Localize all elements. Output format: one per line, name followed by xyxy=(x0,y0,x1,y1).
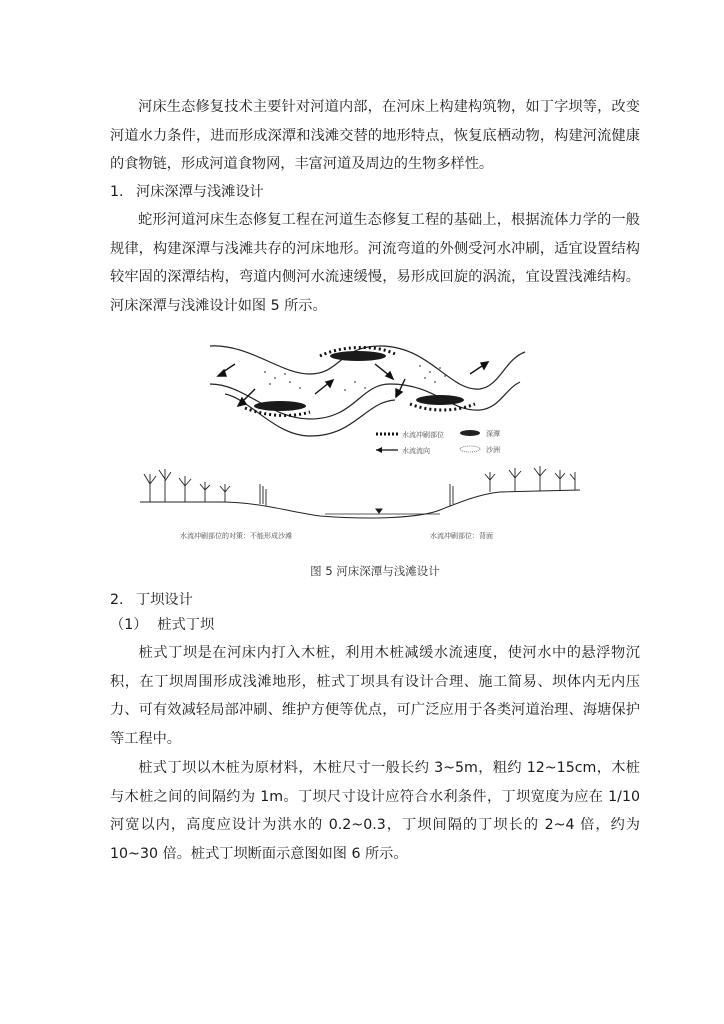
subsection1-title: 桩式丁坝 xyxy=(157,617,215,633)
section1-title: 河床深潭与浅滩设计 xyxy=(136,184,264,200)
vegetation-right xyxy=(450,466,575,506)
section1-paragraph xyxy=(110,206,640,320)
legend-erosion-label: 水流冲刷部位 xyxy=(402,431,444,439)
river-cross-section xyxy=(140,490,580,518)
legend-flow-label: 水流流向 xyxy=(402,447,430,455)
legend-shoal-icon xyxy=(460,446,480,452)
section1-heading xyxy=(110,180,264,204)
figure-legend xyxy=(376,429,500,455)
cross-section-left-label: 水流冲刷部位的对策：不能形成沙滩 xyxy=(180,532,292,540)
subsection1-number: （1） xyxy=(110,617,148,633)
legend-shoal-label: 沙洲 xyxy=(486,446,500,454)
figure-river-pool-shoal xyxy=(140,334,580,554)
pile-groin-paragraph-1 xyxy=(110,639,640,753)
intro-paragraph xyxy=(110,93,640,179)
section2-title: 丁坝设计 xyxy=(136,592,193,608)
section2-number: 2. xyxy=(110,592,124,608)
intro-text: 河床生态修复技术主要针对河道内部，在河床上构建构筑物，如丁字坝等，改变河道水力条件，进而形成深潭和浅滩交替的地形特点，恢复底栖动物，构建河流健康的食物链，形成河道食物网，丰富河道及周边的生物多样性。 xyxy=(110,99,640,173)
figure-caption: 图 5 河床深潭与浅滩设计 xyxy=(310,564,440,578)
para4-text: 桩式丁坝以木桩为原材料，木桩尺寸一般长约 3~5m，粗约 12~15cm，木桩与木桩之间的间隔约为 1m。丁坝尺寸设计应符合水利条件，丁坝宽度为应在 1/10 河宽以内，高度应设计为洪水的 0.2~0.3，丁坝间隔的丁坝长的 2~4 倍，约为 10~30 倍。桩式丁坝断面示意图如图 6 所示。 xyxy=(110,760,640,862)
cross-section-right-label: 水流冲刷部位：背面 xyxy=(430,532,493,540)
subsection1-heading xyxy=(110,613,214,637)
section1-text: 蛇形河道河床生态修复工程在河道生态修复工程的基础上，根据流体力学的一般规律，构建深潭与浅滩共存的河床地形。河流弯道的外侧受河水冲刷，适宜设置结构较牢固的深潭结构，弯道内侧河水流速缓慢，易形成回旋的涡流，宜设置浅滩结构。河床深潭与浅滩设计如图 5 所示。 xyxy=(110,212,640,314)
shoal-marks xyxy=(264,365,446,391)
section1-number: 1. xyxy=(110,184,124,200)
legend-pool-label: 深潭 xyxy=(486,430,500,438)
pile-groin-paragraph-2 xyxy=(110,754,640,868)
legend-pool-icon xyxy=(460,430,480,436)
para3-text: 桩式丁坝是在河床内打入木桩，利用木桩减缓水流速度，使河水中的悬浮物沉积，在丁坝周围形成浅滩地形，桩式丁坝具有设计合理、施工简易、坝体内无内压力、可有效减轻局部冲刷、维护方便等优点，可广泛应用于各类河道治理、海塘保护等工程中。 xyxy=(110,645,640,747)
pool-marks xyxy=(254,351,464,411)
vegetation-left xyxy=(144,469,266,506)
section2-heading xyxy=(110,588,193,612)
